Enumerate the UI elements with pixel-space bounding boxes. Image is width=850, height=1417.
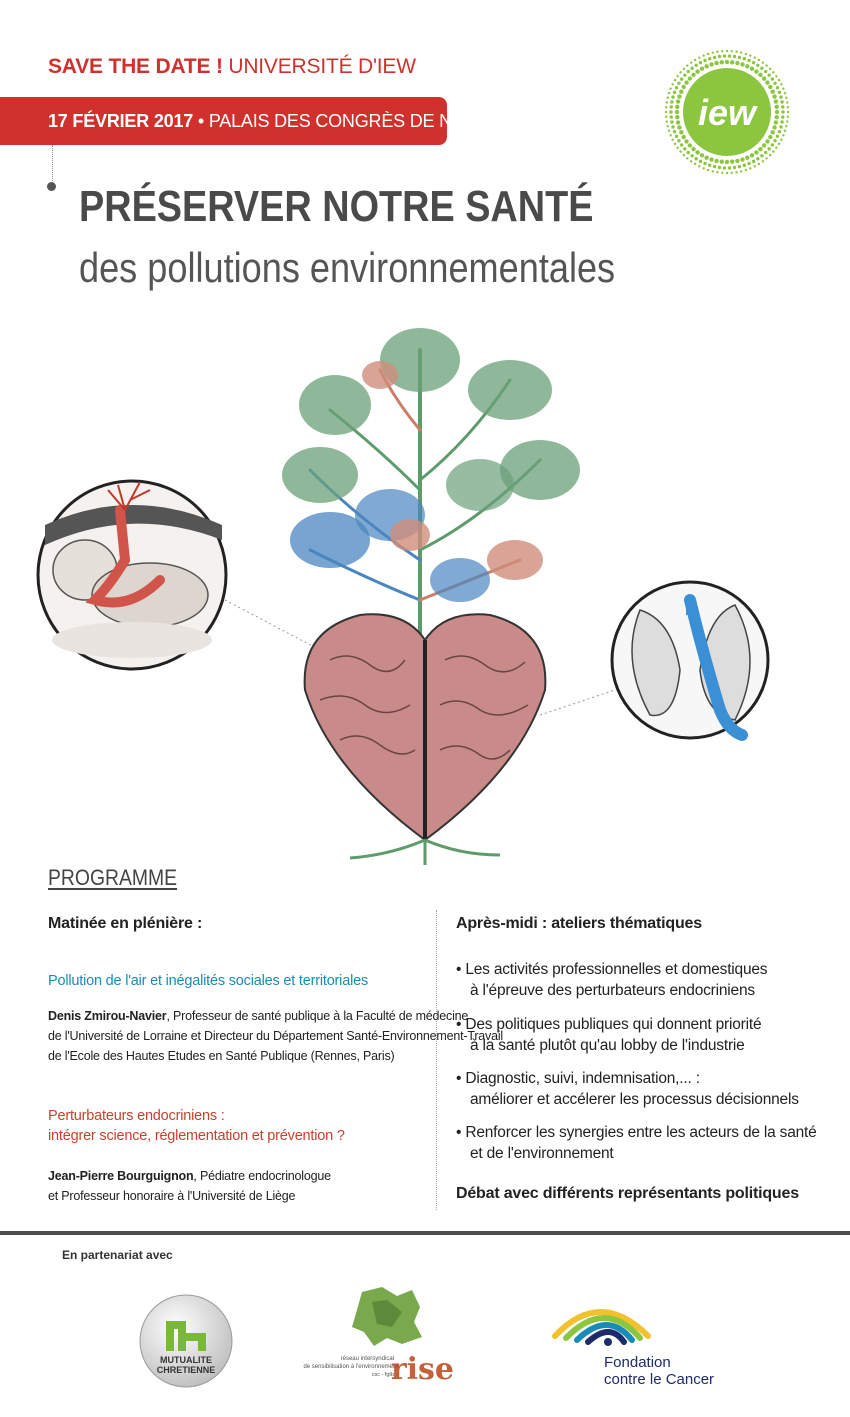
logo-dot (718, 166, 721, 169)
logo-dot (690, 61, 692, 63)
logo-dot (688, 76, 692, 80)
logo-dot (687, 70, 690, 73)
logo-dot (690, 160, 692, 162)
logo-dot (781, 110, 784, 113)
logo-dot (745, 53, 747, 55)
connector-left (225, 600, 320, 650)
logo-dot (669, 87, 671, 89)
logo-dot (670, 120, 673, 123)
logo-dot (747, 59, 750, 62)
logo-dot (702, 54, 704, 56)
partner-label: En partenariat avec (62, 1248, 173, 1262)
logo-dot (770, 89, 774, 93)
logo-dot (754, 150, 758, 154)
logo-dot (758, 73, 762, 77)
logo-dot (785, 97, 787, 99)
logo-dot (749, 54, 751, 56)
afternoon-heading: Après-midi : ateliers thématiques (456, 915, 702, 932)
logo-dot (787, 116, 789, 118)
logo-dot (730, 60, 734, 64)
logo-dot (738, 165, 741, 168)
logo-dot (772, 71, 774, 73)
logo-dot (679, 150, 681, 152)
logo-dot (694, 157, 697, 160)
talk1-line3: de l'Ecole des Hautes Etudes en Santé Publique (Rennes, Paris) (48, 1049, 395, 1063)
logo-dot (716, 51, 718, 53)
logo-dot (675, 86, 678, 89)
logo-dot (772, 94, 776, 98)
logo-dot (670, 100, 673, 103)
logo-dot (684, 80, 688, 84)
logo-dot (690, 67, 693, 70)
svg-text:réseau intersyndical: réseau intersyndical (340, 1356, 394, 1362)
logo-dot (752, 160, 755, 163)
logo-dot (675, 115, 679, 119)
logo-dot (699, 61, 702, 64)
logo-dot (765, 139, 769, 143)
logo-dot (745, 64, 749, 68)
logo-dot (665, 106, 667, 108)
logo-dot (675, 110, 679, 114)
debate-line: Débat avec différents représentants politiques (456, 1185, 799, 1202)
logo-dot (666, 101, 668, 103)
logo-dot (703, 162, 706, 165)
logo-dot (731, 50, 733, 52)
logo-dot (676, 75, 678, 77)
talk2-title-line1: Perturbateurs endocriniens : (48, 1108, 225, 1124)
logo-dot (665, 116, 667, 118)
logo-dot (683, 68, 685, 70)
logo-dot (780, 83, 782, 85)
logo-dot (781, 115, 784, 118)
logo-dot (699, 160, 702, 163)
logo-dot (681, 135, 685, 139)
logo-dot (778, 143, 780, 145)
logo-dot (773, 82, 776, 85)
footer-divider (0, 1231, 850, 1235)
logo-dot (677, 94, 681, 98)
logo-dot (774, 99, 778, 103)
programme-heading: PROGRAMME (48, 865, 178, 890)
morning-heading: Matinée en plénière : (48, 915, 203, 932)
logo-dot (716, 171, 718, 173)
logo-dot (674, 143, 676, 145)
logo-dot (758, 59, 760, 61)
plant-foliage (282, 328, 580, 602)
logo-dot (780, 120, 783, 123)
talk2-line1: Jean-Pierre Bourguignon, Pédiatre endocrinologue (48, 1169, 331, 1183)
logo-dot (774, 120, 778, 124)
logo-dot (700, 153, 704, 157)
logo-dot (673, 91, 676, 94)
logo-dot (721, 50, 723, 52)
svg-text:de sensibilisation à l'environ: de sensibilisation à l'environnement (303, 1364, 398, 1370)
logo-dot (770, 130, 774, 134)
talk2-description (48, 1166, 331, 1206)
logo-dot (775, 105, 779, 109)
logo-dot (762, 143, 766, 147)
logo-dot (760, 154, 763, 157)
logo-dot (684, 139, 688, 143)
logo-dot (700, 66, 704, 70)
logo-dot (728, 54, 731, 57)
svg-text:MUTUALITE: MUTUALITE (160, 1355, 212, 1365)
lungs-medallion (612, 582, 768, 738)
logo-dot (738, 56, 741, 59)
logo-dot (720, 160, 724, 164)
logo-dot (735, 61, 739, 65)
save-the-date-rest: UNIVERSITÉ D'IEW (222, 55, 416, 78)
logo-dot (677, 82, 680, 85)
logo-dot (784, 92, 786, 94)
logo-dot (782, 87, 784, 89)
mutualite-chretienne-logo (138, 1293, 234, 1389)
workshop-item-3: • Diagnostic, suivi, indemnisation,... : améliorer et accélerer les processus décisionnels (456, 1070, 799, 1108)
logo-dot (769, 154, 771, 156)
logo-dot (767, 73, 770, 76)
logo-dot (773, 139, 776, 142)
logo-dot (713, 165, 716, 168)
logo-dot (665, 111, 667, 113)
logo-dot (721, 172, 723, 174)
logo-dot (714, 159, 718, 163)
save-the-date (48, 55, 416, 79)
logo-dot (723, 54, 726, 57)
logo-dot (676, 147, 678, 149)
logo-dot (671, 125, 674, 128)
logo-dot (745, 155, 749, 159)
logo-dot (680, 77, 683, 80)
talk2-title-line2: intégrer science, réglementation et prévention ? (48, 1128, 345, 1144)
logo-dot (712, 170, 714, 172)
save-the-date-bold: SAVE THE DATE ! (48, 55, 223, 78)
logo-dot (676, 120, 680, 124)
logo-dot (772, 125, 776, 129)
logo-dot (725, 160, 729, 164)
logo-text: iew (697, 92, 757, 133)
logo-dot (695, 150, 699, 154)
logo-dot (740, 51, 742, 53)
logo-dot (681, 85, 685, 89)
logo-dot (709, 62, 713, 66)
dotted-connector (52, 145, 53, 187)
logo-dot (683, 147, 686, 150)
logo-dot (740, 157, 744, 161)
logo-dot (735, 159, 739, 163)
logo-dot (686, 157, 688, 159)
logo-dot (674, 79, 676, 81)
logo-dot (694, 59, 696, 61)
logo-dot (762, 160, 764, 162)
logo-dot (668, 130, 670, 132)
logo-dot (784, 130, 786, 132)
logo-dot (698, 165, 700, 167)
logo-dot (671, 95, 674, 98)
logo-dot (677, 125, 681, 129)
logo-dot (756, 64, 759, 67)
logo-dot (666, 120, 668, 122)
logo-dot (747, 162, 750, 165)
logo-dot (750, 66, 754, 70)
logo-dot (669, 134, 671, 136)
logo-dot (740, 170, 742, 172)
logo-dot (671, 83, 673, 85)
logo-dot (723, 166, 726, 169)
logo-dot (764, 151, 767, 154)
logo-dot (786, 101, 788, 103)
logo-dot (714, 61, 718, 65)
svg-text:csc - fgtb: csc - fgtb (371, 1372, 394, 1378)
logo-dot (673, 130, 676, 133)
logo-dot (765, 157, 767, 159)
logo-dot (785, 125, 787, 127)
logo-dot (690, 154, 693, 157)
logo-dot (708, 164, 711, 167)
logo-dot (760, 67, 763, 70)
svg-text:rise: rise (390, 1352, 454, 1387)
logo-dot (743, 57, 746, 60)
logo-dot (740, 62, 744, 66)
logo-dot (768, 85, 772, 89)
brain-heart (305, 614, 546, 865)
logo-dot (668, 92, 670, 94)
logo-dot (666, 125, 668, 127)
logo-dot (762, 76, 766, 80)
talk2-speaker: Jean-Pierre Bourguignon (48, 1169, 194, 1183)
logo-dot (726, 172, 728, 174)
logo-dot (787, 111, 789, 113)
logo-dot (772, 150, 774, 152)
logo-dot (694, 64, 697, 67)
talk1-line1: Denis Zmirou-Navier, Professeur de santé publique à la Faculté de médecine (48, 1009, 469, 1023)
page-title: PRÉSERVER NOTRE SANTÉ (79, 182, 594, 231)
page-subtitle: des pollutions environnementales (79, 244, 616, 291)
logo-dot (686, 64, 688, 66)
logo-dot (679, 130, 683, 134)
logo-dot (735, 51, 737, 53)
logo-dot (730, 160, 734, 164)
logo-dot (679, 89, 683, 93)
logo-dot (758, 163, 760, 165)
iew-logo (662, 47, 792, 177)
logo-dot (754, 69, 758, 73)
logo-dot (670, 115, 673, 118)
logo-dot (702, 167, 704, 169)
logo-dot (762, 61, 764, 63)
logo-dot (666, 97, 668, 99)
talk1-line2: de l'Université de Lorraine et Directeur du Département Santé-Environnement-Travail (48, 1029, 503, 1043)
logo-dot (771, 143, 774, 146)
logo-dot (698, 56, 700, 58)
illustration (0, 310, 850, 870)
logo-dot (780, 138, 782, 140)
logo-dot (776, 86, 779, 89)
logo-dot (786, 120, 788, 122)
logo-dot (703, 59, 706, 62)
logo-dot (767, 147, 770, 150)
logo-dot (680, 143, 683, 146)
logo-dot (670, 105, 673, 108)
logo-dot (728, 166, 731, 169)
logo-dot (691, 73, 695, 77)
logo-dot (782, 134, 784, 136)
title-bullet (47, 182, 56, 191)
logo-dot (726, 50, 728, 52)
event-venue: PALAIS DES CONGRÈS DE NAMUR (208, 111, 505, 131)
logo-dot (675, 135, 678, 138)
logo-dot (687, 151, 690, 154)
logo-dot (764, 70, 767, 73)
logo-dot (669, 110, 672, 113)
workshop-item-4: • Renforcer les synergies entre les acteurs de la santé et de l'environnement (456, 1124, 817, 1162)
logo-dot (778, 79, 780, 81)
talk2-line2: et Professeur honoraire à l'Université de Liège (48, 1189, 296, 1203)
date-band (0, 97, 505, 145)
logo-dot (712, 51, 714, 53)
logo-dot (753, 56, 755, 58)
logo-dot (765, 64, 767, 66)
logo-dot (683, 73, 686, 76)
logo-dot (779, 125, 782, 128)
fetus-medallion (38, 481, 226, 669)
logo-dot (733, 55, 736, 58)
talk1-speaker: Denis Zmirou-Navier (48, 1009, 167, 1023)
logo-dot (778, 130, 781, 133)
logo-dot (676, 99, 680, 103)
logo-dot (694, 163, 696, 165)
logo-dot (769, 68, 771, 70)
logo-dot (775, 75, 777, 77)
logo-dot (677, 139, 680, 142)
logo-dot (731, 172, 733, 174)
logo-dot (707, 53, 709, 55)
logo-dot (709, 157, 713, 161)
logo-dot (779, 95, 782, 98)
talk1-title: Pollution de l'air et inégalités sociales et territoriales (48, 973, 369, 989)
logo-dot (713, 56, 716, 59)
logo-dot (704, 155, 708, 159)
logo-dot (752, 61, 755, 64)
logo-dot (695, 69, 699, 73)
date-separator: • (193, 111, 209, 131)
logo-dot (775, 147, 777, 149)
logo-dot (778, 91, 781, 94)
logo-dot (718, 55, 721, 58)
logo-dot (735, 171, 737, 173)
logo-dot (733, 166, 736, 169)
logo-dot (768, 135, 772, 139)
logo-dot (675, 105, 679, 109)
logo-dot (745, 169, 747, 171)
logo-dot (704, 64, 708, 68)
logo-dot (758, 147, 762, 151)
fondation-text: Fondation contre le Cancer (604, 1354, 715, 1388)
logo-dot (683, 154, 685, 156)
workshop-item-1: • Les activités professionnelles et domestiques à l'épreuve des perturbateurs endocriniens (456, 961, 768, 999)
logo-dot (720, 60, 724, 64)
logo-dot (776, 135, 779, 138)
logo-dot (756, 157, 759, 160)
talk1-description (48, 1006, 503, 1066)
logo-dot (725, 60, 729, 64)
rise-logo (302, 1282, 482, 1390)
logo-dot (781, 105, 784, 108)
logo-dot (775, 115, 779, 119)
logo-dot (671, 138, 673, 140)
logo-dot (780, 100, 783, 103)
logo-dot (775, 110, 779, 114)
logo-dot (708, 57, 711, 60)
logo-dot (750, 153, 754, 157)
logo-dot (765, 80, 769, 84)
logo-dot (679, 71, 681, 73)
svg-text:CHRETIENNE: CHRETIENNE (156, 1365, 216, 1375)
event-date: 17 FÉVRIER 2017 (48, 111, 194, 131)
logo-dot (707, 169, 709, 171)
logo-dot (688, 143, 692, 147)
logo-dot (787, 106, 789, 108)
logo-dot (753, 165, 755, 167)
logo-dot (771, 77, 774, 80)
workshop-item-2: • Des politiques publiques qui donnent priorité à la santé plutôt qu'au lobby de l'industrie (456, 1016, 762, 1054)
talk2-title (48, 1106, 345, 1146)
logo-dot (749, 167, 751, 169)
connector-right (540, 690, 615, 715)
logo-dot (691, 147, 695, 151)
logo-dot (743, 164, 746, 167)
